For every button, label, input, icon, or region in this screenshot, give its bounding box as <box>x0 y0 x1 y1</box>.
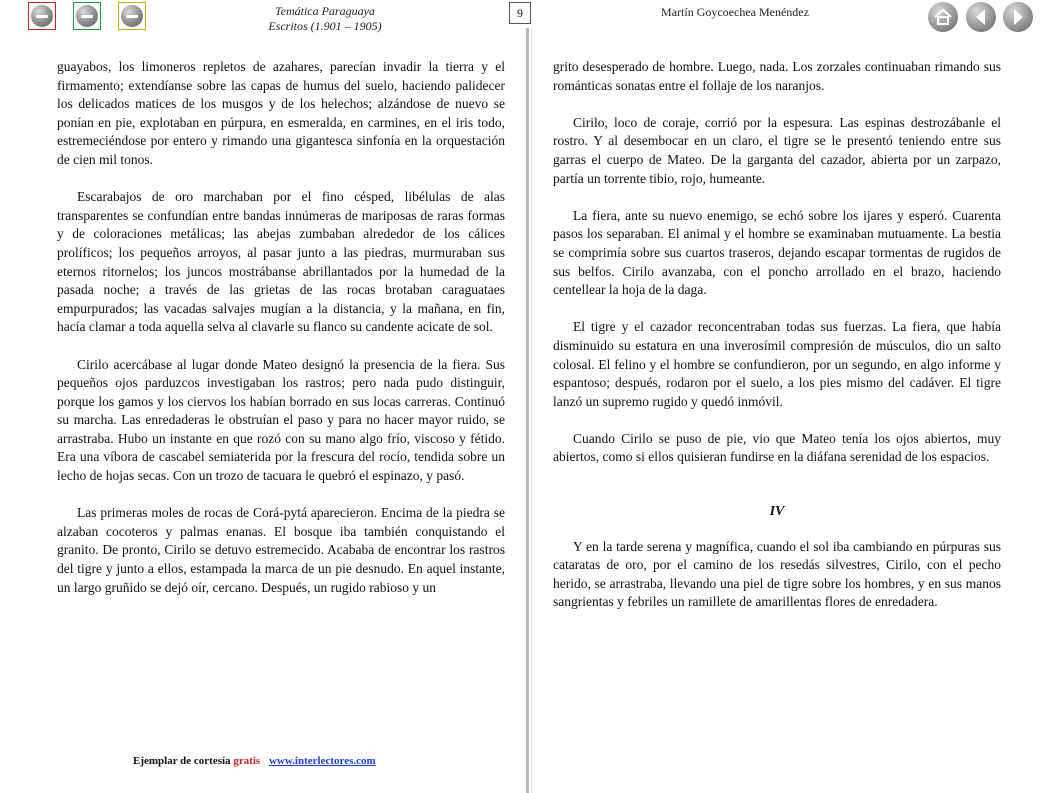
minus-icon <box>76 5 98 27</box>
paragraph: La fiera, ante su nuevo enemigo, se echó sobre los ijares y esperó. Cuarenta pasos los separaban. El animal y el hombre se examinaban mutuamente. La bestia se comprimía sobre sus cuartos traseros, dejando escapar tormentas de rugidos de sus belfos. Cirilo avanzaba, con el poncho arrollado en el brazo, haciendo centellear la hoja de la daga. <box>553 207 1001 298</box>
home-icon <box>933 8 953 26</box>
footer <box>133 755 376 767</box>
footer-prefix: Ejemplar de cortesía <box>133 755 231 767</box>
paragraph: Cirilo, loco de coraje, corrió por la espesura. Las espinas destrozábanle el rostro. Y al desembocar en un claro, el tigre se le presentó teniendo entre sus garras el cuerpo de Mateo. De la garganta del cazador, abierta por un zarpazo, partía un torrente tibio, rojo, humeante. <box>553 114 1001 186</box>
minimize-button-yellow[interactable] <box>118 2 146 30</box>
paragraph: Y en la tarde serena y magnífica, cuando el sol iba cambiando en púrpuras sus cataratas de oro, por el camino de los resedás silvestres, Cirilo, con el pecho herido, se arrastraba, llevando una piel de tigre sobre los hombres, y en sus manos sangrientas y febriles un ramillete de amarillentas flores de enredadera. <box>553 538 1001 610</box>
page-number: 9 <box>509 2 531 24</box>
left-column <box>57 58 505 616</box>
section-heading: IV <box>769 504 785 520</box>
book-title-line1: Temática Paraguaya <box>275 4 375 18</box>
book-title-line2: Escritos (1.901 – 1905) <box>268 19 382 33</box>
arrow-left-icon <box>973 8 989 26</box>
minus-icon <box>31 5 53 27</box>
book-title <box>225 4 425 34</box>
arrow-right-icon <box>1010 8 1026 26</box>
minimize-button-red[interactable] <box>28 2 56 30</box>
minimize-button-green[interactable] <box>73 2 101 30</box>
website-link[interactable]: www.interlectores.com <box>268 755 376 767</box>
paragraph: grito desesperado de hombre. Luego, nada. Los zorzales continuaban rimando sus románticas sonatas entre el follaje de los naranjos. <box>553 59 1001 93</box>
paragraph: Las primeras moles de rocas de Corá-pytá aparecieron. Encima de la piedra se alzaban cocoteros y palmas enanas. El bosque iba también conquistando el granito. De pronto, Cirilo se detuvo estremecido. Acababa de encontrar los rastros del tigre y junto a ellos, estampada la marca de un pie desnudo. En aquel instante, un largo gruñido se dejó oír, cercano. Después, un rugido rabioso y un <box>57 505 505 595</box>
author-name: Martín Goycoechea Menéndez <box>661 5 809 19</box>
right-column <box>553 58 1001 631</box>
minus-icon <box>121 5 143 27</box>
home-button[interactable] <box>928 2 958 32</box>
paragraph: Cuando Cirilo se puso de pie, vio que Mateo tenía los ojos abiertos, muy abiertos, como si ellos quisieran fundirse en la diáfana serenidad de los espacios. <box>553 430 1001 465</box>
column-divider <box>526 28 529 793</box>
paragraph: El tigre y el cazador reconcentraban todas sus fuerzas. La fiera, que había disminuido su estatura en una inverosímil compresión de músculos, dio un salto colosal. El felino y el hombre se confundieron, por un segundo, en algo informe y espantoso; después, rodaron por el suelo, a los pies mismo del cadáver. El tigre lanzó un supremo rugido y quedó inmóvil. <box>553 319 1001 409</box>
paragraph: Escarabajos de oro marchaban por el fino césped, libélulas de alas transparentes se confundían entre bandas innúmeras de mariposas de raras formas y de coloraciones metálicas; las abejas zumbaban alrededor de los cálices prolíficos; los pequeños arroyos, al pasar junto a las piedras, murmuraban sus eternos ritornelos; los juncos mostrábanse abrillantados por la humedad de la pasada noche; a través de las grietas de las rocas brotaban caraguataes empurpurados; las vacadas salvajes mugían a la distancia, y la mañana, en fin, hacía clamar a toda aquella selva al clavarle su flanco su candente acicate de sol. <box>57 189 505 335</box>
footer-gratis: gratis <box>233 755 261 767</box>
paragraph: Cirilo acercábase al lugar donde Mateo designó la presencia de la fiera. Sus pequeños ojos parduzcos investigaban los rastros; pero nada pudo distinguir, porque los gamos y los ciervos los habían borrado en sus locas carreras. Continuó su marcha. Las enredaderas le obstruían el paso y para no hacer mayor ruido, se arrastraba. Hubo un instante en que rozó con su mano algo frío, viscoso y fétido. Era una víbora de cascabel semiaterida por la frescura del rocío, tendida sobre un lecho de hojas secas. Con un trozo de tacuara le quebró el espinazo, y pasó. <box>57 356 505 484</box>
next-page-button[interactable] <box>1003 2 1033 32</box>
previous-page-button[interactable] <box>966 2 996 32</box>
paragraph: guayabos, los limoneros repletos de azahares, parecían invadir la tierra y el firmamento; extendíanse sobre las capas de humus del suelo, haciendo palidecer los delicados matices de los musgos y de los helechos; alzándose de nuevo se ponían en pie, explotaban en púrpura, en esmeralda, en carmines, en el iris todo, estremeciéndose por entero y rimando una gigantesca sinfonía en la orquestación de cien mil tonos. <box>57 59 505 167</box>
